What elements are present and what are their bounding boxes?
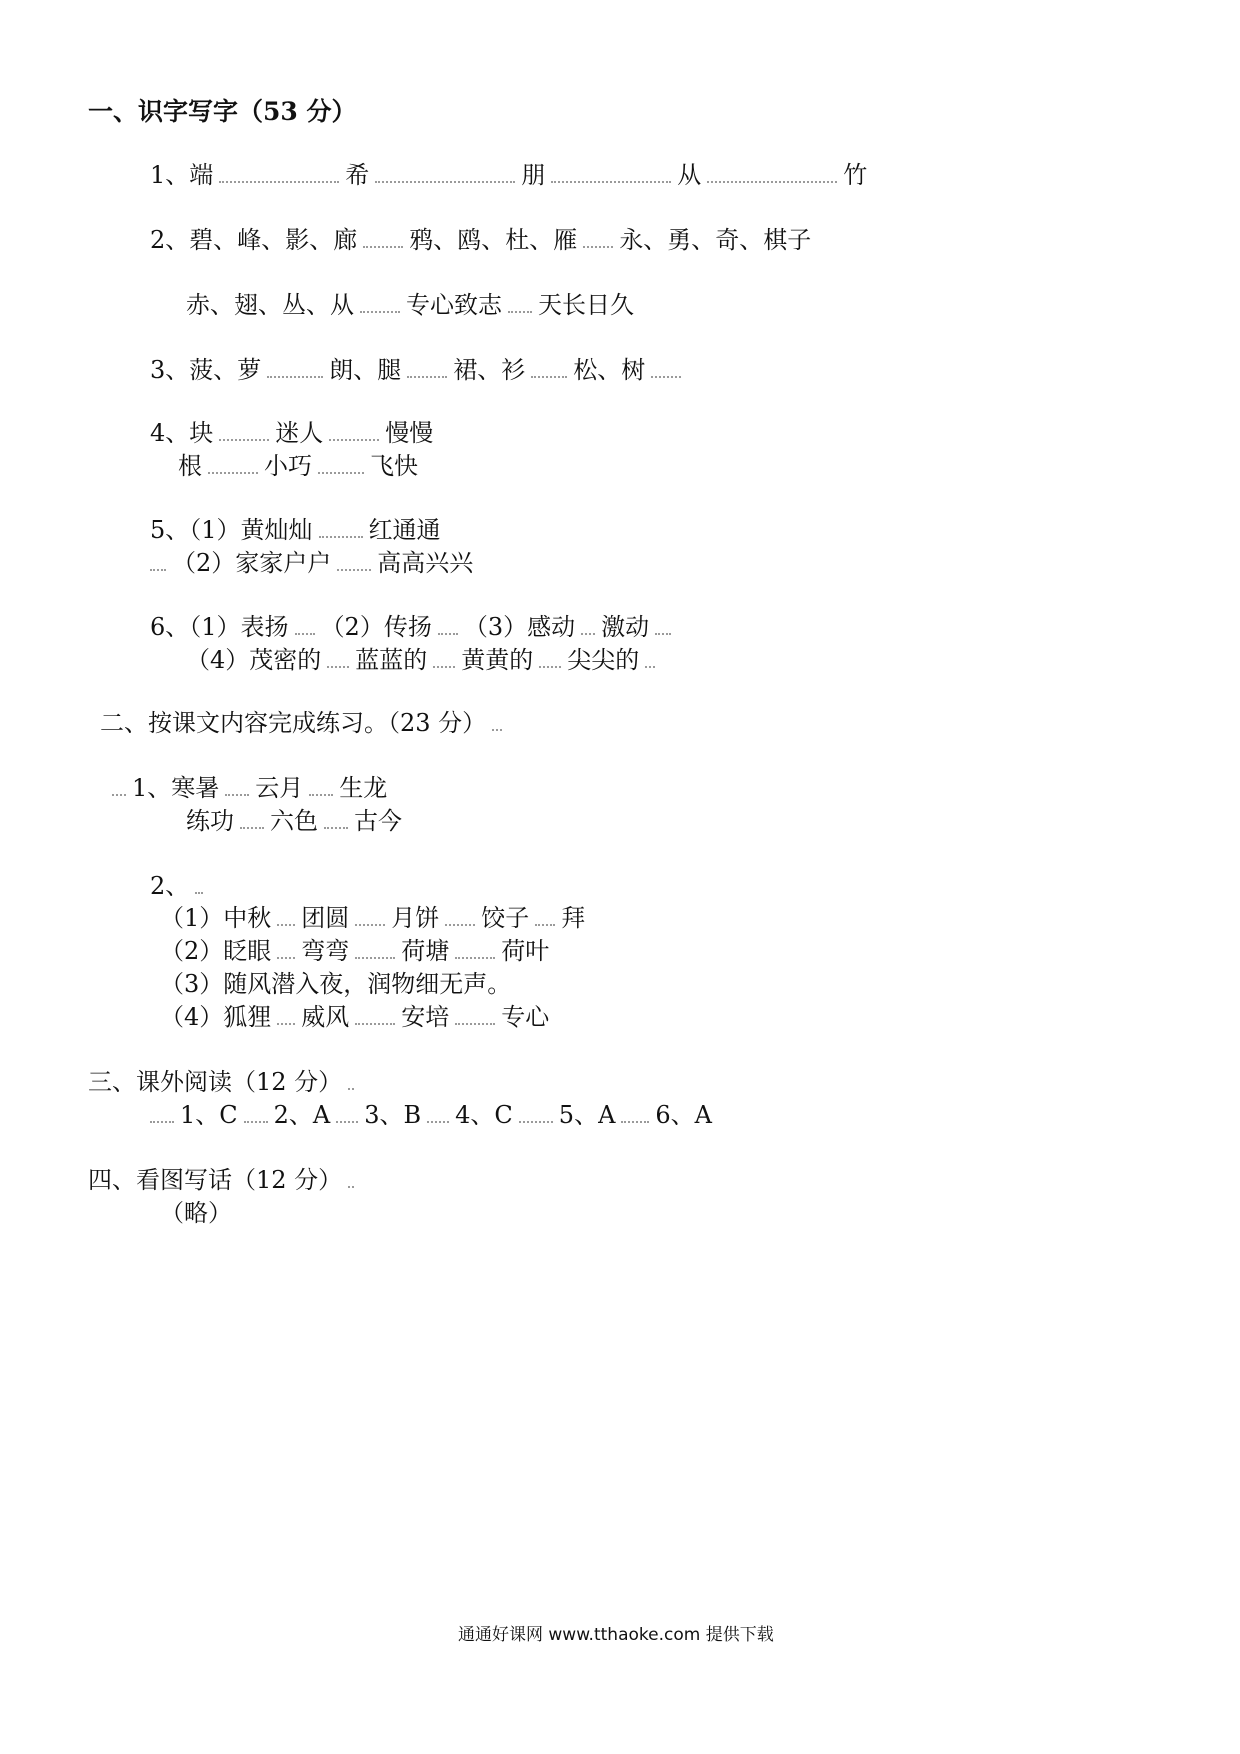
s2-q1-word: 云月	[255, 774, 304, 802]
s2-q2-word: 团圆	[301, 904, 350, 932]
s2-q2-word: 威风	[301, 1003, 350, 1031]
s1-q2-line2	[186, 285, 634, 320]
section3-heading-line	[88, 1062, 360, 1097]
s1-q5-number: 5、	[150, 516, 190, 544]
s1-q4-word: 块	[189, 419, 214, 447]
s3-answer: 6、A	[655, 1101, 713, 1129]
s2-q2-word: （2）眨眼	[160, 937, 272, 965]
s2-q2-word: 安培	[401, 1003, 450, 1031]
s1-q6-number: 6、	[150, 613, 190, 641]
s4-answer: （略）	[160, 1199, 232, 1227]
s1-q2-group: 赤、翅、丛、从	[186, 291, 354, 319]
s2-q2-line3: （3）随风潜入夜，润物细无声。	[160, 970, 512, 998]
s1-q4-number: 4、	[150, 419, 190, 447]
section4-heading-line	[88, 1160, 360, 1195]
s1-q2-group: 专心致志	[406, 291, 502, 319]
s3-answer: 2、A	[273, 1101, 331, 1129]
s2-q2-word: 饺子	[481, 904, 530, 932]
s1-q6-line2	[186, 640, 661, 675]
section4-heading: 四、看图写话（12 分）	[88, 1166, 343, 1194]
s1-q3-group: 朗、腿	[329, 356, 402, 384]
s1-q3-line	[150, 350, 687, 385]
s3-answer: 3、B	[364, 1101, 422, 1129]
s2-q2-number: 2、	[150, 872, 190, 900]
s1-q6-word: 激动	[601, 613, 650, 641]
s2-q2-word: 月饼	[391, 904, 440, 932]
s1-q3-group: 菠、萝	[189, 356, 262, 384]
s2-q1-word: 练功	[186, 807, 234, 835]
s1-q3-group: 裙、衫	[453, 356, 526, 384]
section3-heading: 三、课外阅读（12 分）	[88, 1068, 343, 1096]
s2-q2-line1	[160, 898, 585, 933]
s1-q3-number: 3、	[150, 356, 190, 384]
s1-q2-number: 2、	[150, 226, 190, 254]
section2-heading-line	[100, 703, 508, 738]
s1-q6-word: （4）茂密的	[186, 646, 322, 674]
s2-q1-number: 1、	[132, 774, 172, 802]
s1-q5-word: （2）家家户户	[172, 549, 332, 577]
footer-text: 通通好课网 www.tthaoke.com 提供下载	[458, 1625, 774, 1645]
s1-q6-word: （1）表扬	[189, 613, 289, 641]
s1-q2-group: 永、勇、奇、棋子	[619, 226, 812, 254]
s1-q1-number: 1、	[150, 161, 190, 189]
s1-q5-word: （1）黄灿灿	[189, 516, 313, 544]
s3-answer: 4、C	[455, 1101, 513, 1129]
s1-q1-item: 希	[345, 161, 370, 189]
s1-q5-word: 红通通	[368, 516, 441, 544]
s2-q1-line2	[186, 801, 402, 836]
s1-q4-word: 迷人	[275, 419, 324, 447]
s1-q4-word: 根	[178, 452, 202, 480]
s1-q6-word: （3）感动	[463, 613, 576, 641]
s1-q2-group: 鸦、鸥、杜、雁	[409, 226, 578, 254]
s3-answer: 1、C	[180, 1101, 238, 1129]
s1-q6-word: 黄黄的	[461, 646, 534, 674]
s2-q1-word: 生龙	[339, 774, 388, 802]
s1-q1-item: 朋	[521, 161, 546, 189]
s1-q6-line1	[150, 607, 677, 642]
s1-q4-word: 慢慢	[385, 419, 434, 447]
s1-q4-line1	[150, 413, 433, 448]
s2-q2-word: 弯弯	[301, 937, 350, 965]
s2-q1-word: 古今	[354, 807, 402, 835]
section1-heading: 一、识字写字（53 分）	[88, 97, 357, 126]
s2-q2-line2	[160, 931, 549, 966]
s3-answer: 5、A	[558, 1101, 616, 1129]
s2-q2-word: （4）狐狸	[160, 1003, 272, 1031]
s2-q2-word: 拜	[561, 904, 586, 932]
s2-q1-word: 六色	[270, 807, 318, 835]
s1-q2-group: 碧、峰、影、廊	[189, 226, 358, 254]
s1-q2-line1	[150, 220, 811, 255]
section2-heading: 二、按课文内容完成练习。（23 分）	[100, 709, 487, 737]
s2-q2-word: 荷塘	[401, 937, 450, 965]
s1-q1-item: 从	[677, 161, 702, 189]
s2-q2-word: （1）中秋	[160, 904, 272, 932]
s1-q6-word: 尖尖的	[567, 646, 640, 674]
s1-q1-line	[150, 155, 867, 190]
s3-answers-line	[150, 1095, 712, 1130]
s1-q5-word: 高高兴兴	[377, 549, 474, 577]
s1-q6-word: 蓝蓝的	[355, 646, 428, 674]
s1-q5-line1	[150, 510, 441, 545]
s2-q2-number-line	[150, 866, 209, 901]
s2-q2-word: 荷叶	[501, 937, 550, 965]
s1-q4-line2	[178, 446, 418, 481]
s1-q6-word: （2）传扬	[320, 613, 432, 641]
s1-q1-item: 竹	[843, 161, 868, 189]
s1-q4-word: 小巧	[264, 452, 312, 480]
s2-q2-word: 专心	[501, 1003, 550, 1031]
s2-q1-word: 寒暑	[171, 774, 220, 802]
s2-q2-line4	[160, 997, 549, 1032]
s1-q4-word: 飞快	[370, 452, 418, 480]
s1-q2-group: 天长日久	[538, 291, 634, 319]
s2-q1-line1	[112, 768, 387, 803]
s1-q1-item: 端	[189, 161, 214, 189]
s1-q3-group: 松、树	[573, 356, 646, 384]
s1-q5-line2	[150, 543, 473, 578]
